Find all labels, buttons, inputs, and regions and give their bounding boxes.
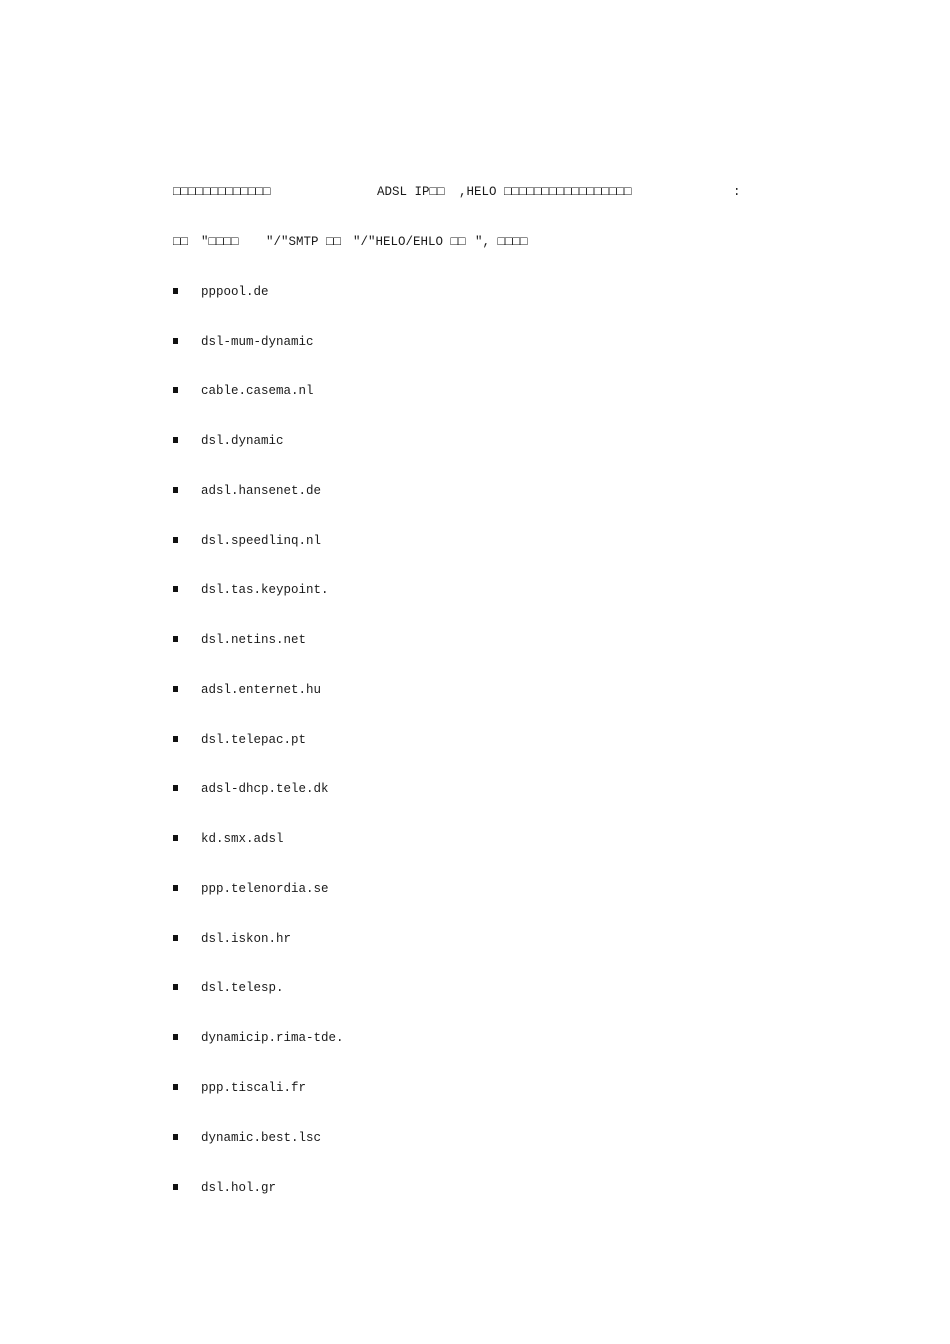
domain-text: dsl.tas.keypoint. <box>201 583 329 597</box>
domain-text: dsl.hol.gr <box>201 1181 277 1195</box>
square-bullet-icon <box>173 785 178 791</box>
square-bullet-icon <box>173 437 178 443</box>
square-bullet-icon <box>173 636 178 642</box>
square-bullet-icon <box>173 1184 178 1190</box>
domain-text: dynamicip.rima-tde. <box>201 1031 344 1045</box>
square-bullet-icon <box>173 586 178 592</box>
square-bullet-icon <box>173 487 178 493</box>
intro-line-2-part-1: □□ <box>173 235 189 249</box>
intro-line-1-part-1: □□□□□□□□□□□□□ <box>173 185 271 199</box>
intro-line-1-part-2: ADSL IP□□ <box>377 185 445 199</box>
square-bullet-icon <box>173 885 178 891</box>
intro-line-2-part-2: "□□□□ <box>201 235 239 249</box>
square-bullet-icon <box>173 1134 178 1140</box>
domain-text: adsl-dhcp.tele.dk <box>201 782 329 796</box>
domain-text: ppp.tiscali.fr <box>201 1081 307 1095</box>
intro-line-2-part-4: "/"HELO/EHLO □□ <box>353 235 466 249</box>
square-bullet-icon <box>173 935 178 941</box>
domain-text: dsl-mum-dynamic <box>201 335 314 349</box>
intro-line-1-part-3: ,HELO □□□□□□□□□□□□□□□□□ <box>459 185 632 199</box>
square-bullet-icon <box>173 984 178 990</box>
domain-text: cable.casema.nl <box>201 384 314 398</box>
domain-text: ppp.telenordia.se <box>201 882 329 896</box>
square-bullet-icon <box>173 387 178 393</box>
square-bullet-icon <box>173 686 178 692</box>
intro-line-2-part-3: "/"SMTP □□ <box>266 235 342 249</box>
domain-text: adsl.enternet.hu <box>201 683 322 697</box>
square-bullet-icon <box>173 288 178 294</box>
square-bullet-icon <box>173 1084 178 1090</box>
domain-text: dsl.iskon.hr <box>201 932 292 946</box>
domain-text: adsl.hansenet.de <box>201 484 322 498</box>
domain-text: dsl.telesp. <box>201 981 284 995</box>
intro-line-2-part-5: ", □□□□ <box>475 235 528 249</box>
domain-text: dsl.dynamic <box>201 434 284 448</box>
square-bullet-icon <box>173 736 178 742</box>
square-bullet-icon <box>173 835 178 841</box>
domain-text: pppool.de <box>201 285 269 299</box>
intro-line-1-part-4: : <box>733 185 741 199</box>
square-bullet-icon <box>173 1034 178 1040</box>
domain-text: dynamic.best.lsc <box>201 1131 322 1145</box>
square-bullet-icon <box>173 537 178 543</box>
square-bullet-icon <box>173 338 178 344</box>
domain-text: kd.smx.adsl <box>201 832 284 846</box>
domain-text: dsl.speedlinq.nl <box>201 534 322 548</box>
domain-text: dsl.telepac.pt <box>201 733 307 747</box>
domain-text: dsl.netins.net <box>201 633 307 647</box>
